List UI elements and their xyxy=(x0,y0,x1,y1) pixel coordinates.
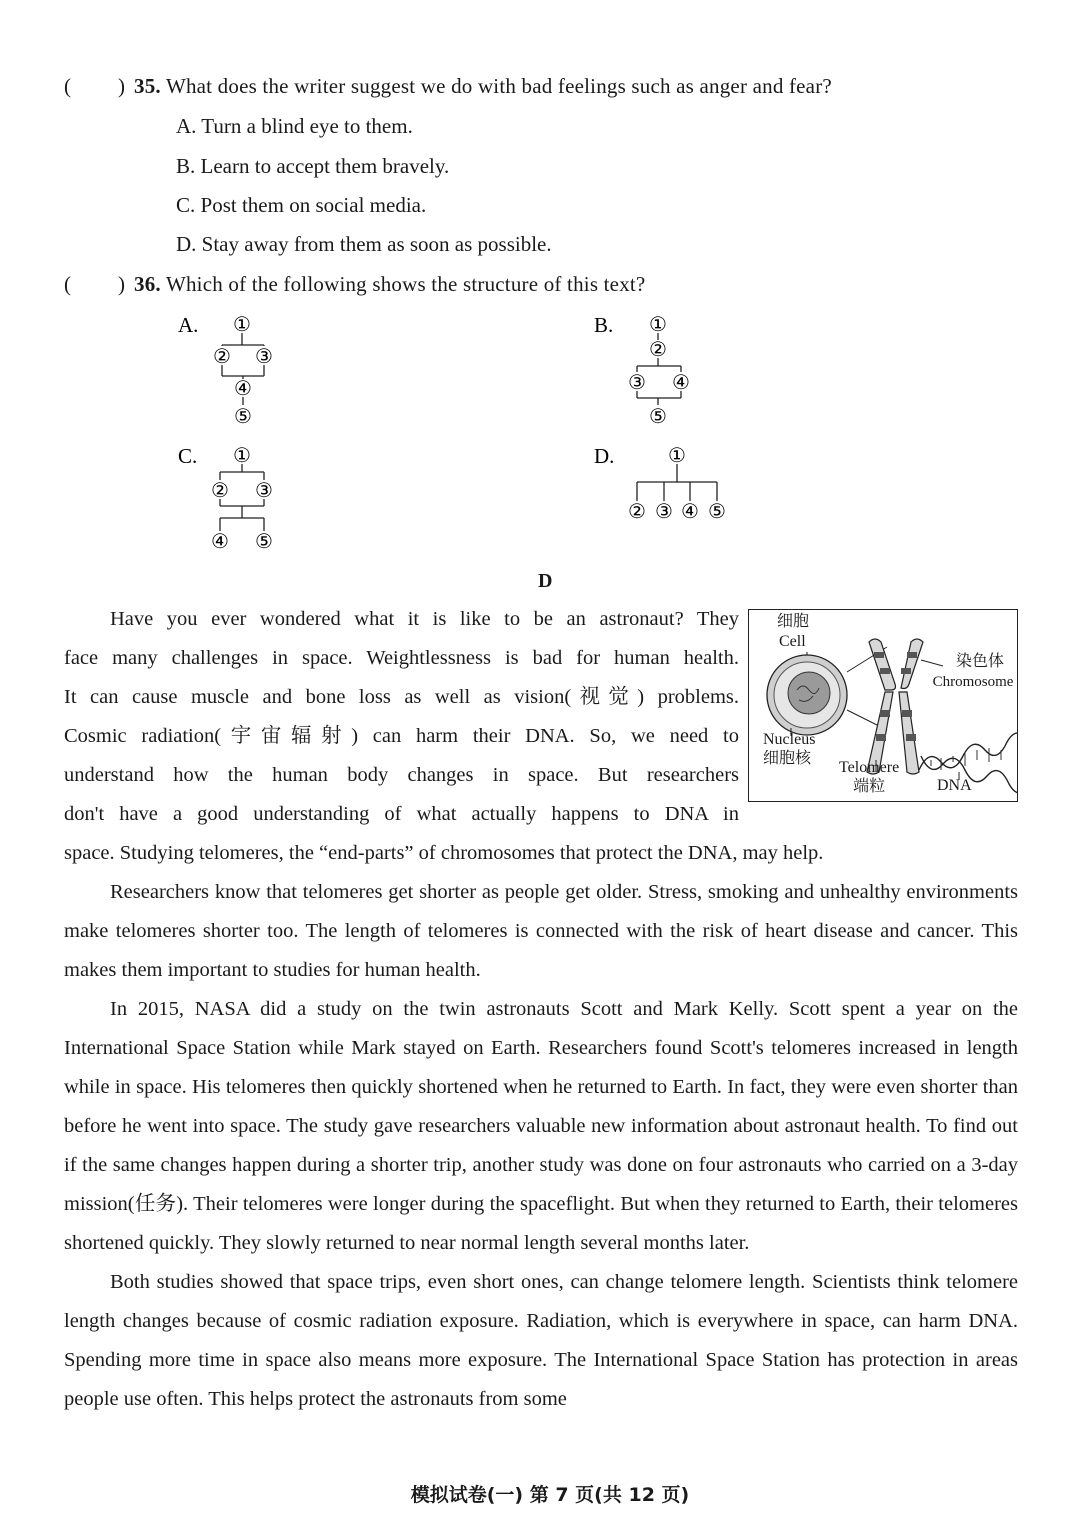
label-dna: DNA xyxy=(937,777,972,794)
page-footer: 模拟试卷(一) 第 7 页(共 12 页) xyxy=(410,1484,690,1506)
structure-diagrams xyxy=(170,308,750,558)
paragraph-1-last-line xyxy=(64,834,964,873)
node-a5: ⑤ xyxy=(234,406,252,428)
option-b xyxy=(176,154,449,179)
question-number: 36. xyxy=(134,272,161,296)
node-c5: ⑤ xyxy=(255,531,273,553)
answer-bracket-open: ( xyxy=(64,74,71,98)
node-c1: ① xyxy=(233,445,251,467)
option-letter-a: A. xyxy=(178,313,199,337)
text-line: It can cause muscle and bone loss as well as vision(视觉) problems. xyxy=(64,686,739,708)
paragraph-1-wrapped xyxy=(64,600,739,834)
node-c2: ② xyxy=(211,480,229,502)
text-line: don't have a good understanding of what actually happens to DNA in xyxy=(64,803,739,825)
node-c4: ④ xyxy=(211,531,229,553)
text-line: understand how the human body changes in space. But researchers xyxy=(64,764,739,786)
node-a4: ④ xyxy=(234,378,252,400)
node-c3: ③ xyxy=(255,480,273,502)
option-text: Learn to accept them bravely. xyxy=(200,154,450,178)
paragraph-4: Both studies showed that space trips, even short ones, can change telomere length. Scientists think telomere length changes because of cosmic radiation exposure. Radiation, which is everywhere in space, can harm DNA. Spending more time in space also means more exposure. The International Space Station has protection in areas people use often. This helps protect the astronauts from some xyxy=(64,1271,1018,1410)
question-number: 35. xyxy=(134,74,161,98)
option-letter: A. xyxy=(176,114,197,138)
question-text: Which of the following shows the structure of this text? xyxy=(165,272,646,296)
passage-body xyxy=(64,873,1018,1419)
section-title: D xyxy=(538,570,553,592)
node-b4: ④ xyxy=(672,372,690,394)
option-letter: B. xyxy=(176,154,196,178)
question-text: What does the writer suggest we do with bad feelings such as anger and fear? xyxy=(165,74,832,98)
text-line: space. Studying telomeres, the “end-parts” of chromosomes that protect the DNA, may help. xyxy=(64,842,824,864)
node-b5: ⑤ xyxy=(649,406,667,428)
option-letter: D. xyxy=(176,232,197,256)
text-line: Have you ever wondered what it is like to be an astronaut? They xyxy=(110,608,739,630)
option-text: Turn a blind eye to them. xyxy=(201,114,413,138)
text-line: Cosmic radiation(宇宙辐射) can harm their DNA. So, we need to xyxy=(64,725,739,747)
label-cell: 细胞 Cell xyxy=(777,613,810,650)
text-line: face many challenges in space. Weightlessness is bad for human health. xyxy=(64,647,739,669)
answer-bracket-close: ) xyxy=(118,74,125,98)
node-d4: ④ xyxy=(681,501,699,523)
question-35 xyxy=(134,74,832,99)
node-b3: ③ xyxy=(628,372,646,394)
option-letter-d: D. xyxy=(594,444,615,468)
telomere-figure xyxy=(748,609,1018,802)
option-letter-c: C. xyxy=(178,444,198,468)
label-telomere: Telomere 端粒 xyxy=(839,759,900,795)
paragraph-3: In 2015, NASA did a study on the twin astronauts Scott and Mark Kelly. Scott spent a year on the International Space Station while Mark stayed on Earth. Researchers found Scott's telomeres increased in length while in space. His telomeres then quickly shortened when he returned to Earth. In fact, they were even shorter than before he went into space. The study gave researchers valuable new information about astronaut health. To find out if the same changes happen during a shorter trip, another study was done on four astronauts who carried on a 3-day mission(任务). Their telomeres were longer during the spaceflight. But when they returned to Earth, their telomeres shortened quickly. They slowly returned to near normal length several months later. xyxy=(64,998,1018,1254)
question-36 xyxy=(134,272,645,297)
node-d3: ③ xyxy=(655,501,673,523)
answer-bracket-open: ( xyxy=(64,272,71,296)
node-a1: ① xyxy=(233,314,251,336)
node-b2: ② xyxy=(649,339,667,361)
label-chromosome: 染色体 Chromosome xyxy=(932,653,1014,690)
node-a2: ② xyxy=(213,346,231,368)
node-d1: ① xyxy=(668,445,686,467)
option-text: Stay away from them as soon as possible. xyxy=(201,232,552,256)
option-d xyxy=(176,232,552,257)
node-b1: ① xyxy=(649,314,667,336)
option-letter: C. xyxy=(176,193,196,217)
option-a xyxy=(176,114,413,139)
node-d5: ⑤ xyxy=(708,501,726,523)
option-letter-b: B. xyxy=(594,313,614,337)
option-text: Post them on social media. xyxy=(200,193,427,217)
paragraph-2: Researchers know that telomeres get shorter as people get older. Stress, smoking and unhealthy environments make telomeres shorter too. The length of telomeres is connected with the risk of heart disease and cancer. This makes them important to studies for human health. xyxy=(64,881,1018,981)
node-a3: ③ xyxy=(255,346,273,368)
answer-bracket-close: ) xyxy=(118,272,125,296)
option-c xyxy=(176,193,426,218)
label-nucleus: Nucleus 细胞核 xyxy=(763,731,816,767)
node-d2: ② xyxy=(628,501,646,523)
